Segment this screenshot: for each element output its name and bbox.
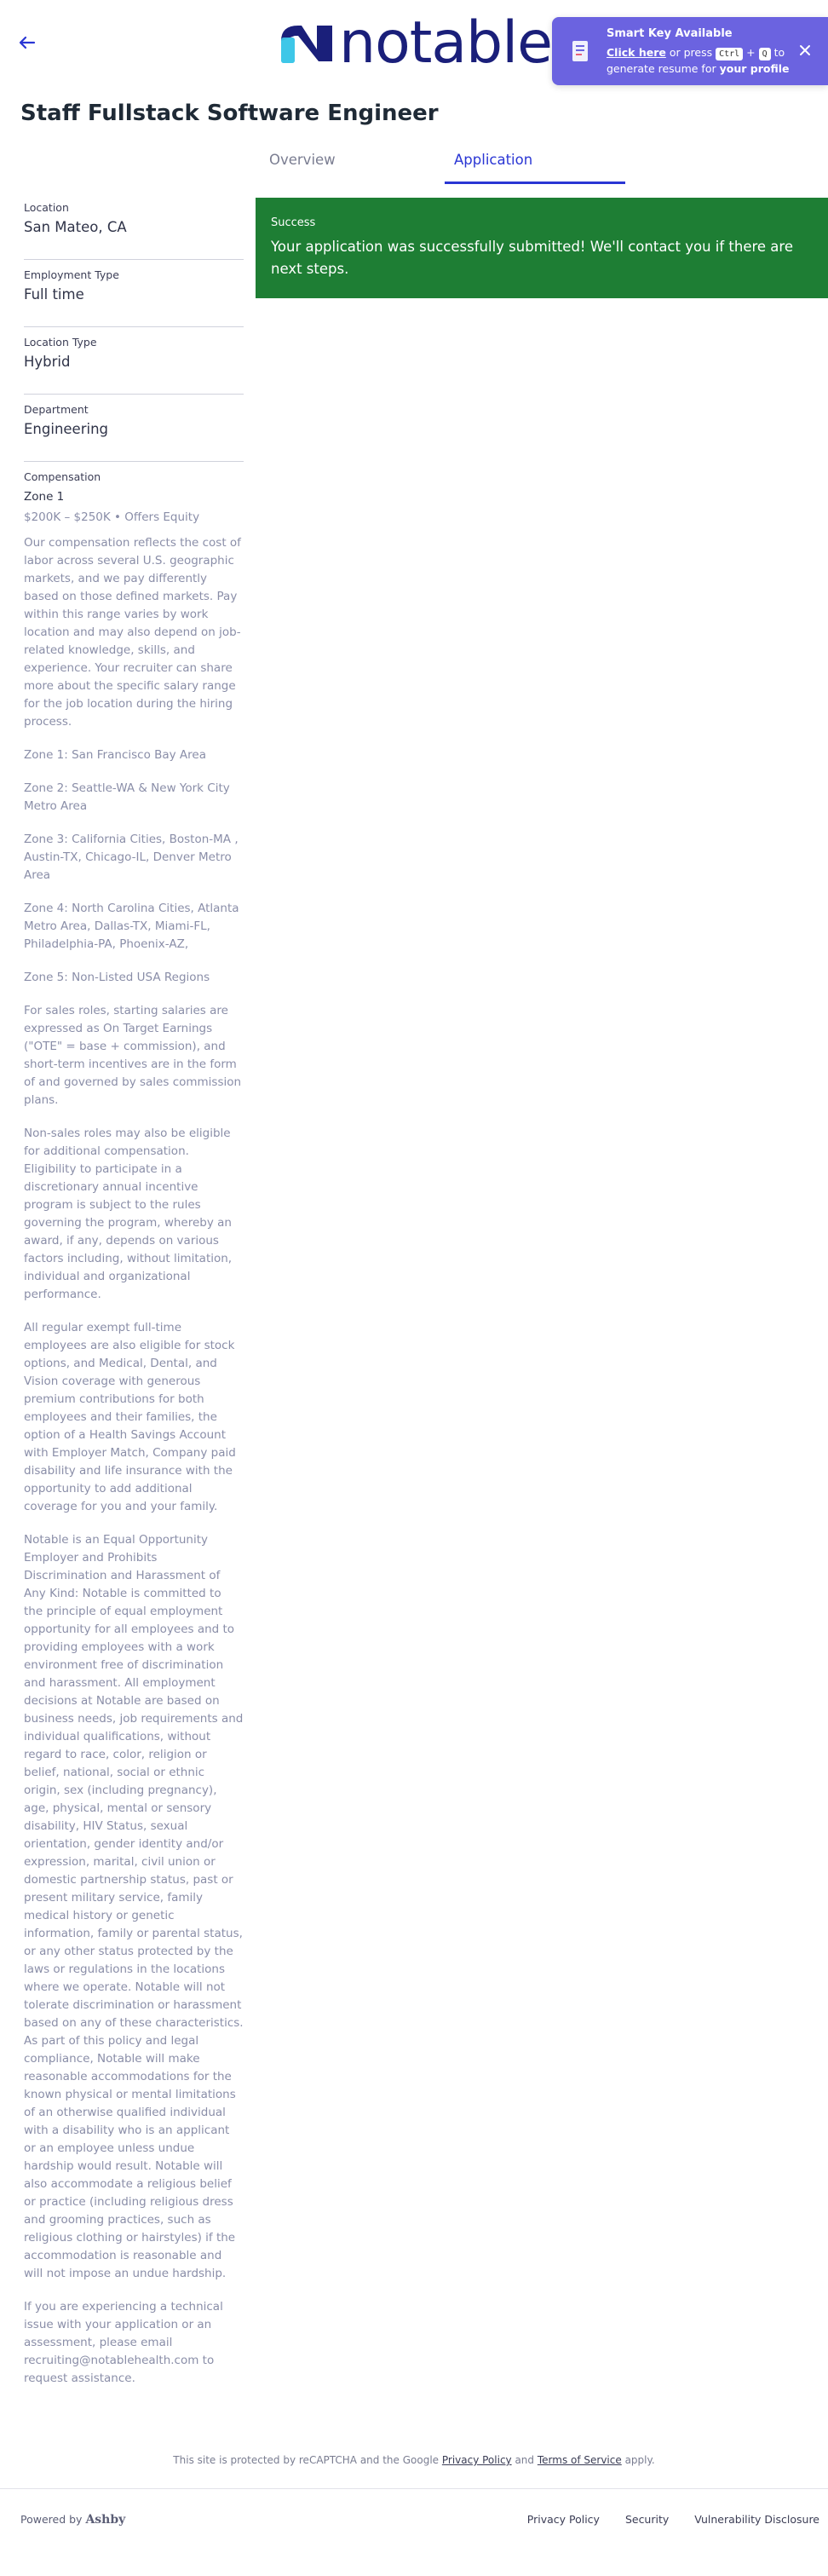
recaptcha-apply: apply. <box>621 2454 655 2466</box>
compensation-paragraph: Notable is an Equal Opportunity Employer and Prohibits Discrimination and Harassment of Any Kind: Notable is committed to the principle of equal employment opportunity for all employees and to providing employees with a work environment free of discrimination and harassment. All employment decisions at Notable are based on business needs, job requirements and individual qualifications, without regard to race, color, religion or belief, national, social or ethnic origin, sex (including pregnancy), age, physical, mental or sensory disability, HIV Status, sexual orientation, gender identity and/or expression, marital, civil union or domestic partnership status, past or present military service, family medical history or genetic information, family or parental status, or any other status protected by the laws or regulations in the locations where we operate. Notable will not tolerate discrimination or harassment based on any of these characteristics. As part of this policy and legal compliance, Notable will make reasonable accommodations for the known physical or mental limitations of an otherwise qualified individual with a disability who is an applicant or an employee unless undue hardship would result. Notable will also accommodate a religious belief or practice (including religious dress and grooming practices, such as religious clothing or hairstyles) if the accommodation is reasonable and will not impose an undue hardship. <box>24 1533 244 2280</box>
compensation-paragraph: Non-sales roles may also be eligible for additional compensation. Eligibility to participate in a discretionary annual incentive program is subject to the rules governing the program, whereby an award, if any, depends on various factors including, without limitation, individual and organizational performance. <box>24 1127 233 1301</box>
page-footer <box>0 2488 828 2576</box>
field-value: Hybrid <box>24 354 71 370</box>
field-employment-type <box>24 260 244 327</box>
success-label: Success <box>271 216 316 229</box>
field-value: Engineering <box>24 421 108 437</box>
compensation-paragraph: Zone 1: San Francisco Bay Area <box>24 748 207 762</box>
compensation-paragraph: All regular exempt full-time employees are also eligible for stock options, and Medical, Dental, and Vision coverage with generous premium contributions for both employees and their families, the option of a Health Savings Account with Employer Match, Company paid disability and life insurance with the opportunity to add additional coverage for you and your family. <box>24 1321 236 1513</box>
footer-links <box>505 2513 819 2526</box>
footer-link-security[interactable]: Security <box>624 2513 670 2526</box>
compensation-paragraph: Zone 4: North Carolina Cities, Atlanta Metro Area, Dallas-TX, Miami-FL, Philadelphia-PA, Phoenix-AZ, <box>24 902 239 951</box>
compensation-label: Compensation <box>24 470 101 483</box>
compensation-paragraph: Zone 5: Non-Listed USA Regions <box>24 971 210 984</box>
success-message: Your application was successfully submitted! We'll contact you if there are next steps. <box>271 239 793 277</box>
field-location <box>24 193 244 260</box>
field-location-type <box>24 327 244 395</box>
notable-mark-icon <box>279 22 334 65</box>
toast-title: Smart Key Available <box>607 27 733 40</box>
logo-text: notable <box>339 9 552 77</box>
field-value: Full time <box>24 286 84 303</box>
field-label: Location <box>24 201 69 214</box>
field-department <box>24 395 244 462</box>
arrow-left-icon[interactable] <box>15 32 39 53</box>
compensation-range: $200K – $250K • Offers Equity <box>24 510 200 524</box>
toast-plus: + <box>743 46 759 59</box>
google-terms-link[interactable]: Terms of Service <box>537 2454 622 2466</box>
google-privacy-link[interactable]: Privacy Policy <box>441 2454 512 2466</box>
field-label: Department <box>24 403 89 416</box>
tab-application[interactable]: Application <box>454 152 533 168</box>
toast-bold: your profile <box>719 62 790 75</box>
kbd-ctrl: Ctrl <box>716 48 743 61</box>
field-label: Location Type <box>24 336 97 349</box>
job-details-sidebar <box>24 193 244 2388</box>
smart-key-toast <box>552 17 828 85</box>
footer-link-vulnerability[interactable]: Vulnerability Disclosure <box>694 2513 819 2526</box>
tab-bar <box>256 145 647 186</box>
kbd-q: Q <box>759 48 771 61</box>
compensation-paragraph: For sales roles, starting salaries are expressed as On Target Earnings ("OTE" = base + commission), and short-term incentives are in the form of and governed by sales commission plans. <box>24 1004 242 1107</box>
resume-icon <box>569 39 591 63</box>
close-icon[interactable] <box>796 41 814 60</box>
field-label: Employment Type <box>24 268 119 281</box>
footer-link-privacy[interactable]: Privacy Policy <box>526 2513 600 2526</box>
recaptcha-and: and <box>511 2454 538 2466</box>
compensation-paragraph: If you are experiencing a technical issue with your application or an assessment, please email recruiting@notablehealth.com to request assistance. <box>24 2300 223 2385</box>
compensation-paragraph: Zone 3: California Cities, Boston-MA , Austin-TX, Chicago-IL, Denver Metro Area <box>24 833 239 882</box>
recaptcha-text: This site is protected by reCAPTCHA and the Google <box>173 2454 442 2466</box>
toast-body <box>607 44 791 77</box>
compensation-zone: Zone 1 <box>24 490 65 504</box>
compensation-paragraph: Our compensation reflects the cost of labor across several U.S. geographic markets, and we pay differently based on those defined markets. Pay within this range varies by work location and may also depend on job-related knowledge, skills, and experience. Your recruiter can share more about the specific salary range for the job location during the hiring process. <box>24 536 241 729</box>
compensation-paragraph: Zone 2: Seattle-WA & New York City Metro Area <box>24 781 230 813</box>
field-value: San Mateo, CA <box>24 219 127 235</box>
powered-by-text: Powered by <box>20 2513 86 2526</box>
success-alert <box>256 198 828 298</box>
job-title: Staff Fullstack Software Engineer <box>20 101 439 126</box>
tab-overview[interactable]: Overview <box>269 152 336 168</box>
powered-by[interactable] <box>20 2513 125 2527</box>
toast-text: or press <box>665 46 716 59</box>
compensation-section <box>24 462 244 2388</box>
notable-logo[interactable] <box>279 9 552 77</box>
toast-click-here-link[interactable]: Click here <box>607 46 666 59</box>
toast-text-2: to generate resume for <box>607 46 785 75</box>
active-tab-indicator <box>445 182 625 184</box>
recaptcha-notice <box>0 2454 828 2466</box>
ashby-logo: Ashby <box>85 2513 126 2527</box>
